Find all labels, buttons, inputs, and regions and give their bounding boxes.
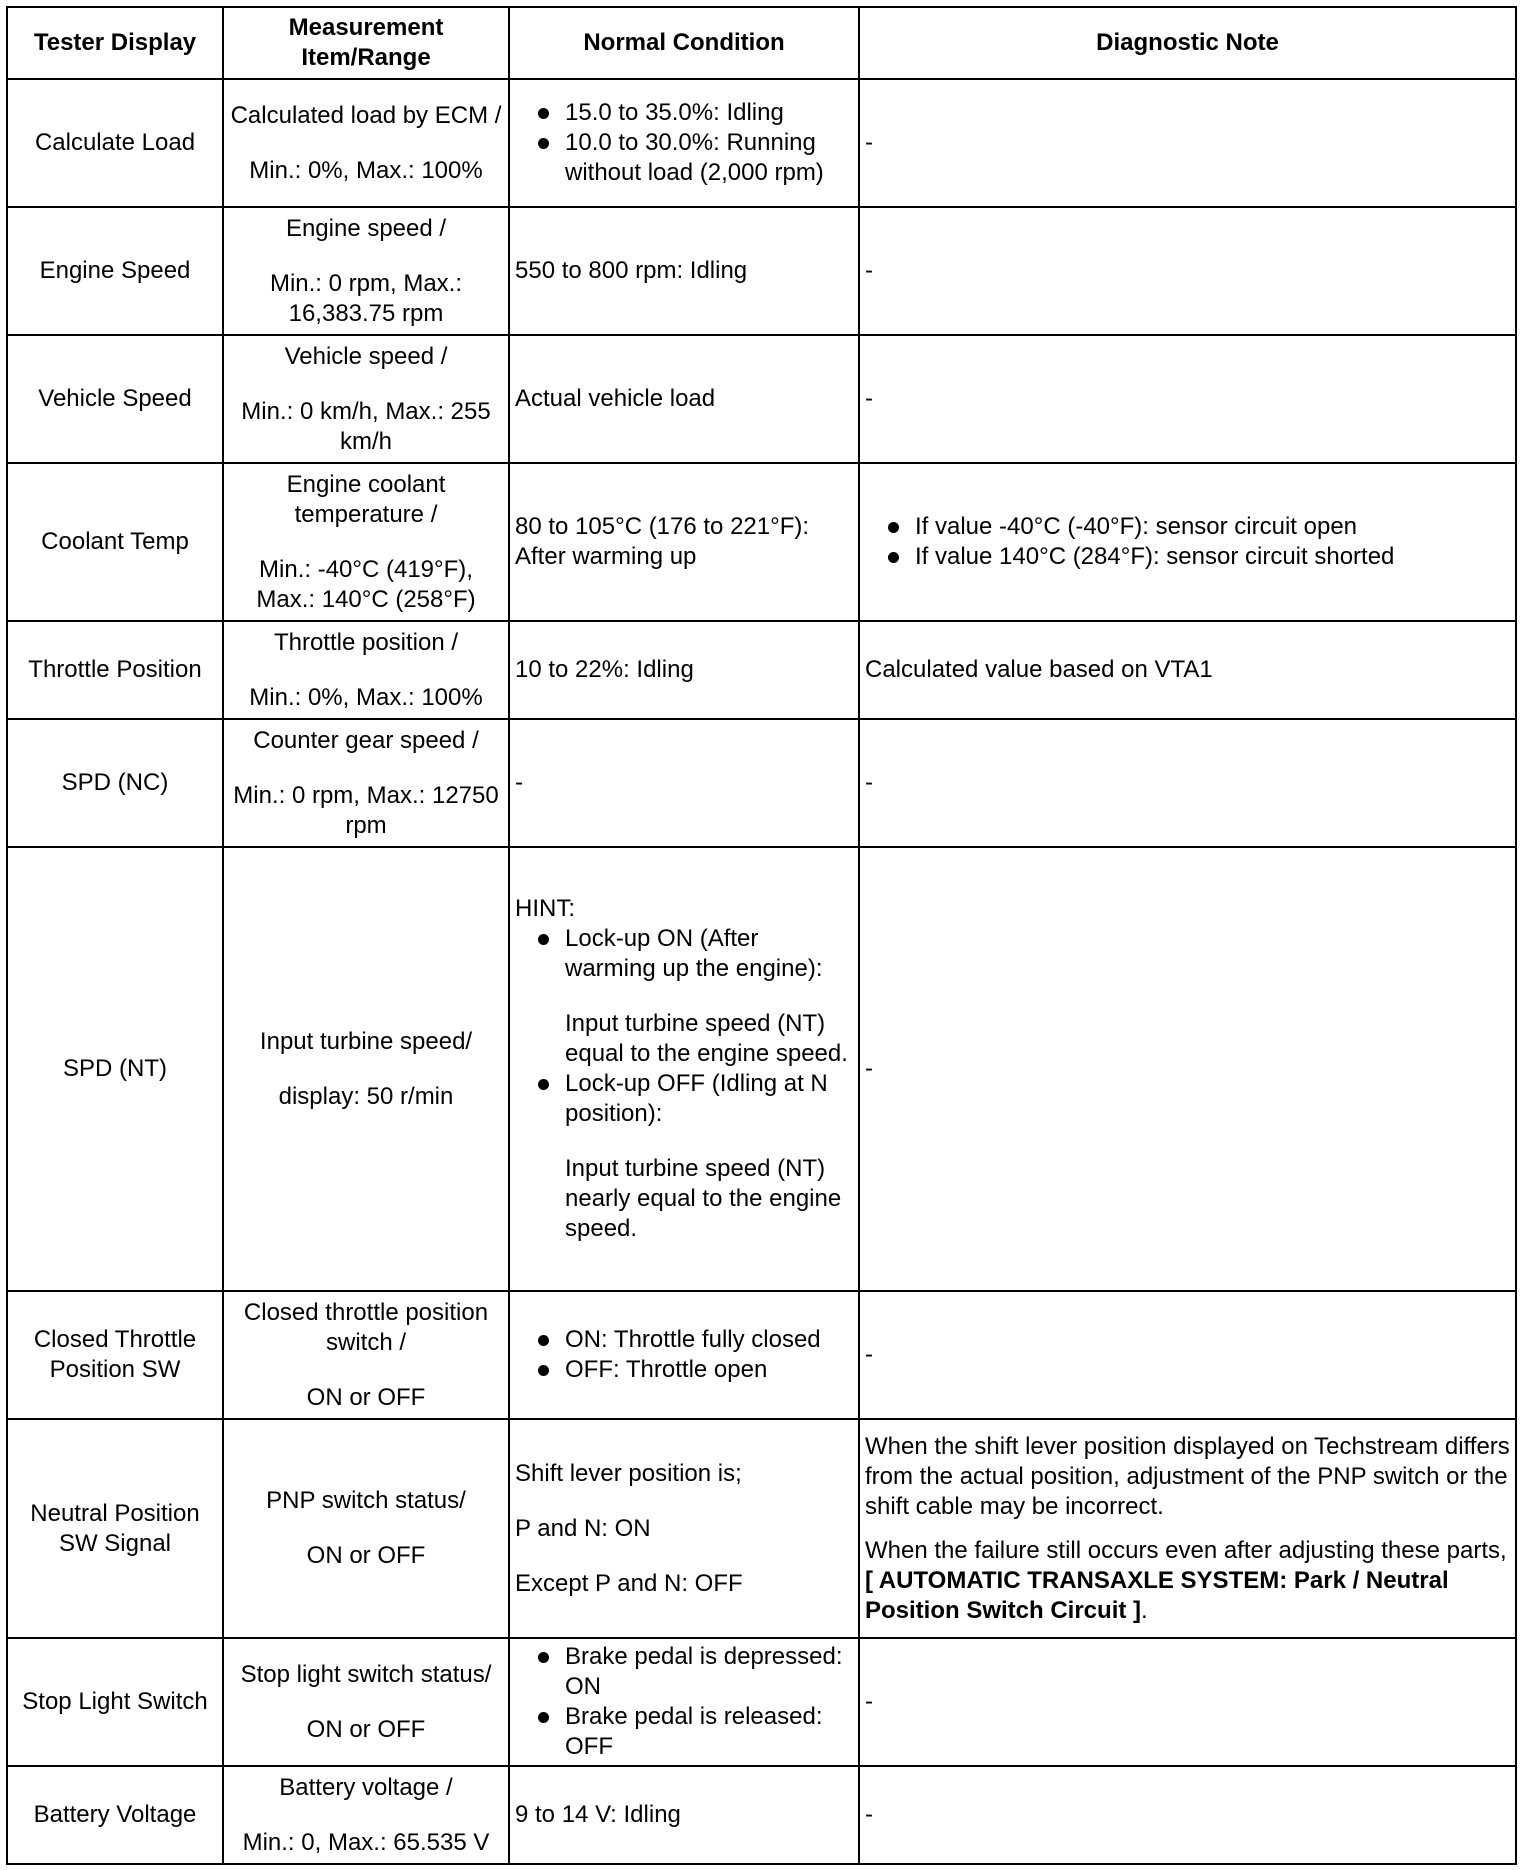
diagnostic-note-cell: -: [859, 335, 1516, 463]
normal-line: Shift lever position is;: [515, 1459, 742, 1487]
normal-condition-cell: [509, 1638, 859, 1766]
hint-title: Lock-up OFF (Idling at N position):: [565, 1070, 828, 1127]
measurement-range: Min.: 0 rpm, Max.: 12750 rpm: [233, 781, 499, 839]
header-tester-display: Tester Display: [7, 7, 223, 79]
table-row: [7, 1766, 1516, 1864]
hint-title: Lock-up ON (After warming up the engine):: [565, 925, 823, 982]
list-item: [515, 924, 853, 984]
note-text: When the failure still occurs even after adjusting these parts,: [865, 1536, 1507, 1564]
list-item: 15.0 to 35.0%: Idling: [515, 98, 853, 128]
diagnostic-note-cell: [859, 1419, 1516, 1638]
note-paragraph: [865, 1536, 1510, 1626]
normal-condition-cell: Actual vehicle load: [509, 335, 859, 463]
measurement-item: PNP switch status/: [266, 1487, 466, 1514]
note-end: .: [1141, 1596, 1148, 1624]
table-row: [7, 719, 1516, 847]
hint-detail: Input turbine speed (NT) equal to the engine speed.: [565, 1010, 848, 1067]
diagnostic-note-cell: -: [859, 1766, 1516, 1864]
measurement-cell: [223, 335, 509, 463]
hint-list: [515, 1069, 853, 1129]
table-row: [7, 621, 1516, 719]
diagnostic-note-cell: [859, 463, 1516, 621]
tester-display-cell: Closed Throttle Position SW: [7, 1291, 223, 1419]
measurement-item: Stop light switch status/: [240, 1660, 492, 1688]
measurement-range: Min.: 0%, Max.: 100%: [249, 156, 483, 184]
measurement-item: Engine coolant temperature /: [286, 470, 446, 528]
header-row: [7, 7, 1516, 79]
measurement-cell: [223, 1419, 509, 1638]
normal-line: Except P and N: OFF: [515, 1569, 743, 1597]
list-item: If value -40°C (-40°F): sensor circuit open: [865, 512, 1510, 542]
table-row: [7, 463, 1516, 621]
normal-condition-list: [515, 1642, 853, 1762]
hint-label: HINT:: [515, 895, 575, 922]
measurement-item: Engine speed /: [285, 214, 447, 242]
measurement-item: Input turbine speed/: [259, 1027, 473, 1055]
measurement-cell: [223, 1291, 509, 1419]
measurement-range: Min.: 0%, Max.: 100%: [249, 683, 483, 711]
diagnostic-note-cell: Calculated value based on VTA1: [859, 621, 1516, 719]
table-row: [7, 1291, 1516, 1419]
list-item: OFF: Throttle open: [515, 1355, 853, 1385]
tester-display-cell: Engine Speed: [7, 207, 223, 335]
measurement-range: display: 50 r/min: [278, 1082, 454, 1110]
normal-condition-list: [515, 1325, 853, 1385]
measurement-item: Closed throttle position switch /: [243, 1298, 489, 1356]
normal-condition-cell: 80 to 105°C (176 to 221°F): After warming up: [509, 463, 859, 621]
diagnostic-note-cell: -: [859, 207, 1516, 335]
tester-display-cell: Neutral Position SW Signal: [7, 1419, 223, 1638]
header-measurement-item: Measurement Item/Range: [223, 7, 509, 79]
measurement-range: ON or OFF: [306, 1715, 426, 1743]
diagnostic-note-cell: -: [859, 719, 1516, 847]
normal-condition-cell: 9 to 14 V: Idling: [509, 1766, 859, 1864]
note-paragraph: When the shift lever position displayed on Techstream differs from the actual position, adjustment of the PNP switch or the shift cable may be incorrect.: [865, 1432, 1510, 1520]
tester-display-cell: Calculate Load: [7, 79, 223, 207]
normal-condition-cell: -: [509, 719, 859, 847]
measurement-range: ON or OFF: [306, 1542, 426, 1569]
measurement-cell: [223, 719, 509, 847]
header-normal-condition: Normal Condition: [509, 7, 859, 79]
table-row: [7, 335, 1516, 463]
table-row: [7, 847, 1516, 1291]
measurement-range: Min.: 0, Max.: 65.535 V: [242, 1828, 490, 1856]
diagnostic-note-cell: -: [859, 847, 1516, 1291]
hint-list: [515, 924, 853, 984]
list-item: [515, 1069, 853, 1129]
tester-display-cell: SPD (NT): [7, 847, 223, 1291]
normal-condition-list: [515, 98, 853, 188]
normal-condition-cell: [509, 1419, 859, 1638]
list-item: 10.0 to 30.0%: Running without load (2,000 rpm): [515, 128, 853, 188]
measurement-range: ON or OFF: [306, 1383, 426, 1411]
measurement-cell: [223, 207, 509, 335]
tester-display-cell: Stop Light Switch: [7, 1638, 223, 1766]
measurement-cell: [223, 1766, 509, 1864]
table-row: [7, 207, 1516, 335]
measurement-cell: [223, 463, 509, 621]
tester-display-cell: Coolant Temp: [7, 463, 223, 621]
normal-condition-cell: [509, 847, 859, 1291]
tester-display-cell: SPD (NC): [7, 719, 223, 847]
normal-condition-cell: 10 to 22%: Idling: [509, 621, 859, 719]
measurement-range: Min.: 0 km/h, Max.: 255 km/h: [241, 397, 491, 455]
measurement-cell: [223, 79, 509, 207]
measurement-cell: [223, 621, 509, 719]
data-list-sheet: [6, 6, 1517, 1865]
diagnostic-note-cell: -: [859, 79, 1516, 207]
normal-line: P and N: ON: [515, 1514, 651, 1542]
measurement-item: Calculated load by ECM /: [230, 101, 502, 129]
tester-display-cell: Battery Voltage: [7, 1766, 223, 1864]
measurement-cell: [223, 847, 509, 1291]
list-item: ON: Throttle fully closed: [515, 1325, 853, 1355]
measurement-cell: [223, 1638, 509, 1766]
hint-detail: Input turbine speed (NT) nearly equal to the engine speed.: [565, 1155, 842, 1242]
table-row: [7, 79, 1516, 207]
diagnostic-note-cell: -: [859, 1638, 1516, 1766]
measurement-item: Battery voltage /: [279, 1773, 453, 1801]
table-row: [7, 1638, 1516, 1766]
header-diagnostic-note: Diagnostic Note: [859, 7, 1516, 79]
normal-condition-cell: 550 to 800 rpm: Idling: [509, 207, 859, 335]
measurement-item: Counter gear speed /: [253, 726, 479, 754]
measurement-range: Min.: -40°C (419°F), Max.: 140°C (258°F): [256, 555, 476, 613]
data-list-table: [6, 6, 1517, 1865]
measurement-item: Throttle position /: [273, 628, 459, 656]
tester-display-cell: Throttle Position: [7, 621, 223, 719]
cross-reference-link[interactable]: [ AUTOMATIC TRANSAXLE SYSTEM: Park / Neutral Position Switch Circuit ]: [865, 1566, 1449, 1624]
diagnostic-note-list: [865, 512, 1510, 572]
list-item: Brake pedal is released: OFF: [515, 1702, 853, 1762]
diagnostic-note-cell: -: [859, 1291, 1516, 1419]
table-row: [7, 1419, 1516, 1638]
tester-display-cell: Vehicle Speed: [7, 335, 223, 463]
measurement-range: Min.: 0 rpm, Max.: 16,383.75 rpm: [269, 269, 463, 327]
list-item: Brake pedal is depressed: ON: [515, 1642, 853, 1702]
list-item: If value 140°C (284°F): sensor circuit shorted: [865, 542, 1510, 572]
measurement-item: Vehicle speed /: [284, 342, 448, 370]
normal-condition-cell: [509, 1291, 859, 1419]
normal-condition-cell: [509, 79, 859, 207]
